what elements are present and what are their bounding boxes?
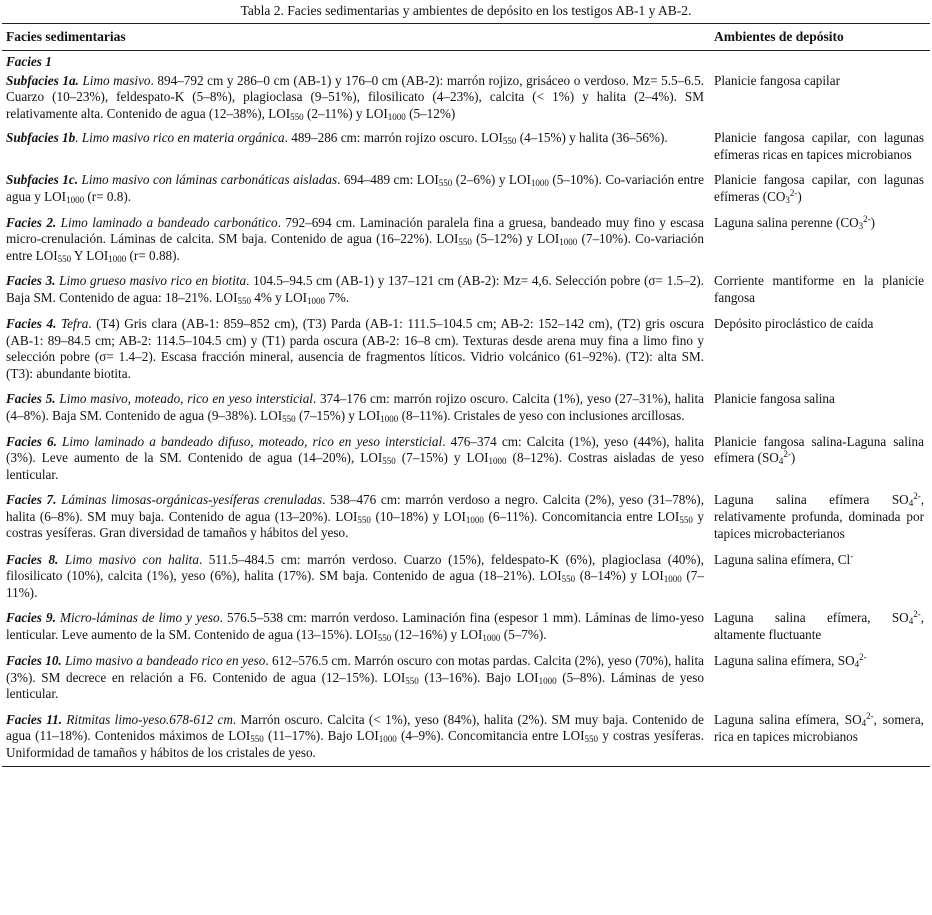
- table-row: [0, 307, 932, 382]
- facies-title: Facies 4.: [6, 315, 57, 331]
- environment-cell: Laguna salina efímera, Cl-: [714, 550, 854, 567]
- table-row: [0, 601, 932, 644]
- facies-description: . 792–694 cm. Laminación paralela fina a gruesa, bandeado muy fino y escasa micro-crenulación. Láminas de calcita. SM baja. Contenido de agua (16–22%). $LOI_{550}$ (5–12%) y $LOI_{1000}$ (7–10%). Co-variación entre $LOI_{550}$ Y $LOI_{1000}$ (r= 0.88).: [6, 214, 704, 264]
- facies-name: Limo masivo: [78, 72, 151, 88]
- facies-cell: [0, 130, 712, 164]
- facies-title: Facies 6.: [6, 433, 57, 449]
- facies-title: Facies 11.: [6, 711, 62, 727]
- table-row: [0, 703, 932, 766]
- facies-name: Limo masivo a bandeado rico en yeso: [61, 653, 266, 669]
- environment-cell: Depósito piroclástico de caída: [714, 315, 874, 331]
- facies-name: Tefra: [56, 315, 89, 331]
- facies-description: . 374–176 cm: marrón rojizo oscuro. Calcita (1%), yeso (27–31%), halita (4–8%). Baja SM. Contenido de agua (9–38%). $LOI_{550}$ (7–15%) y $LOI_{1000}$ (8–11%). Cristales de yeso con inclusiones arcillosas.: [6, 391, 704, 424]
- facies-cell: [0, 172, 712, 206]
- facies-name: Limo masivo, moteado, rico en yeso intersticial: [55, 391, 313, 407]
- table-row: [0, 164, 932, 206]
- facies-title: Subfacies 1a.: [6, 72, 79, 88]
- facies-cell: [0, 552, 712, 602]
- environment-cell: Laguna salina perenne $(CO_3^{2-})$: [714, 213, 876, 231]
- header-facies: Facies sedimentarias: [6, 29, 126, 44]
- table-row: [0, 382, 932, 424]
- facies-description: . 476–374 cm: Calcita (1%), yeso (44%), halita (3%). Leve aumento de la SM. Contenido de agua (14–20%), $LOI_{550}$ (7–15%) y $LOI_{1000}$ (8–12%). Costras aisladas de yeso lenticular.: [6, 433, 704, 482]
- table-row: [0, 264, 932, 307]
- environment-cell: Planicie fangosa salina-Laguna salina efímera $(SO_4^{2-})$: [714, 433, 924, 467]
- facies-name: Láminas limosas-orgánicas-yesíferas crenuladas: [56, 492, 323, 508]
- facies-cell: [0, 610, 712, 644]
- facies-title: Facies 9.: [6, 610, 56, 626]
- facies-name: Limo masivo con láminas carbonáticas aisladas: [78, 171, 338, 187]
- facies-name: Limo laminado a bandeado carbonático: [56, 214, 278, 230]
- facies-description: . (T4) Gris clara (AB-1: 859–852 cm), (T3) Parda (AB-1: 111.5–104.5 cm; AB-2: 152–142 cm), (T2) gris oscura (AB-1: 89–84.5 cm; AB-2: 114.5–104.5 cm) y (T1) parda oscura (AB-2: 16–8 cm). Texturas desde arena muy fina a limo fino y selección pobre (σ= 1.4–2). Escasa fracción mineral, ausencia de fragmentos líticos. Vidrio volcánico (61–92%). (T2): alta SM. (T3): abundante biotita.: [6, 315, 704, 381]
- environment-cell: Planicie fangosa capilar, con lagunas efímeras ricas en tapices microbianos: [714, 130, 924, 163]
- facies-cell: [0, 316, 712, 382]
- facies-name: Limo grueso masivo rico en biotita: [55, 273, 247, 289]
- facies-description: . 104.5–94.5 cm (AB-1) y 137–121 cm (AB-2): Mz= 4,6. Selección pobre (σ= 1.5–2). Baja SM. Contenido de agua: 18–21%. $LOI_{550}$ 4% y $LOI_{1000}$ 7%.: [6, 273, 704, 306]
- facies-title: Subfacies 1c.: [6, 171, 78, 187]
- table-header: [0, 24, 932, 50]
- table-row: [0, 543, 932, 602]
- facies-cell: [0, 653, 712, 703]
- facies-title: Facies 5.: [6, 391, 56, 407]
- table-row: [0, 71, 932, 123]
- environment-cell: Planicie fangosa capilar, con lagunas efímeras $(CO_3^{2-})$: [714, 171, 924, 205]
- facies-description: . 511.5–484.5 cm: marrón verdoso. Cuarzo (15%), feldespato-K (6%), plagioclasa (40%), filosilicato (10%), calcita (1%), yeso (6%), halita (17%). SM baja. Contenido de agua (18–21%). $LOI_{550}$ (8–14%) y $LOI_{1000}$ (7–11%).: [6, 551, 704, 600]
- facies-title: Facies 8.: [6, 551, 59, 567]
- facies-title: Facies 3.: [6, 273, 56, 289]
- facies-cell: [0, 712, 712, 762]
- environment-cell: Corriente mantiforme en la planicie fangosa: [714, 273, 924, 306]
- facies-name: Micro-láminas de limo y yeso: [55, 610, 220, 626]
- environment-cell: Laguna salina efímera, $SO_4^{2-}$, altamente fluctuante: [714, 609, 924, 643]
- environment-cell: Laguna salina efímera $SO_4^{2-}$, relativamente profunda, dominada por tapices microbacterianos: [714, 491, 924, 541]
- facies-cell: [0, 73, 712, 123]
- facies-title: Facies 2.: [6, 214, 57, 230]
- facies-name: . Limo masivo rico en materia orgánica: [75, 130, 285, 146]
- facies-cell: [0, 273, 712, 307]
- facies-name: Ritmitas limo-yeso.678-612 cm: [62, 711, 233, 727]
- facies-name: Limo laminado a bandeado difuso, moteado, rico en yeso intersticial: [56, 433, 443, 449]
- table-body: [0, 71, 932, 766]
- facies-cell: [0, 492, 712, 542]
- facies-name: Limo masivo con halita: [58, 551, 199, 567]
- facies-description: . Marrón oscuro. Calcita (< 1%), yeso (84%), halita (2%). SM muy baja. Contenido de agua (11–18%). Contenidos máximos de $LOI_{550}$ (11–17%). Bajo $LOI_{1000}$ (4–9%). Concomitancia entre $LOI_{550}$ y costras yesíferas. Uniformidad de tamaños y hábitos de los cristales de yeso.: [6, 711, 705, 761]
- facies-description: . 894–792 cm y 286–0 cm (AB-1) y 176–0 cm (AB-2): marrón rojizo, grisáceo o verdoso. Mz= 5.5–6.5. Cuarzo (10–23%), feldespato-K (5–8%), plagioclasa (9–51%), filosilicato (4–23%), calcita (< 1%) y halita (2–4%). SM relativamente alta. Contenido de agua (12–38%), $LOI_{550}$ (2–11%) y $LOI_{1000}$ (5–12%): [6, 72, 705, 122]
- environment-cell: Laguna salina efímera, $SO_4^{2-}$, somera, rica en tapices microbianos: [714, 710, 924, 744]
- table-row: [0, 122, 932, 164]
- facies-cell: [0, 215, 712, 265]
- facies-description: . 538–476 cm: marrón verdoso a negro. Calcita (2%), yeso (31–78%), halita (6–8%). SM muy baja. Contenido de agua (13–20%). $LOI_{550}$ (10–18%) y $LOI_{1000}$ (6–11%). Concomitancia entre $LOI_{550}$ y costras yesíferas. Gran diversidad de tamaños y hábitos del yeso.: [6, 492, 704, 541]
- table-row: [0, 206, 932, 265]
- table-caption: Tabla 2. Facies sedimentarias y ambientes de depósito en los testigos AB-1 y AB-2.: [240, 3, 692, 18]
- facies-description: . 612–576.5 cm. Marrón oscuro con motas pardas. Calcita (2%), yeso (70%), halita (3%). SM decrece en relación a F6. Contenido de agua (12–15%). $LOI_{550}$ (13–16%). Bajo $LOI_{1000}$ (5–8%). Láminas de yeso lenticular.: [6, 653, 704, 702]
- table-row: [0, 425, 932, 484]
- environment-cell: Planicie fangosa capilar: [714, 72, 840, 88]
- facies-description: . 576.5–538 cm: marrón verdoso. Laminación fina (espesor 1 mm). Láminas de limo-yeso lenticular. Leve aumento de la SM. Contenido de agua (13–15%). $LOI_{550}$ (12–16%) y $LOI_{1000}$ (5–7%).: [6, 610, 704, 644]
- facies-description: . 489–286 cm: marrón rojizo oscuro. $LOI_{550}$ (4–15%) y halita (36–56%).: [284, 130, 668, 147]
- facies-title: Subfacies 1b: [6, 130, 76, 146]
- environment-cell: Laguna salina efímera, $SO_4^{2-}$: [714, 652, 867, 670]
- facies-title: Facies 10.: [6, 653, 62, 669]
- facies-title: Facies 7.: [6, 492, 57, 508]
- facies-description: . 694–489 cm: $LOI_{550}$ (2–6%) y $LOI_{1000}$ (5–10%). Co-variación entre agua y $LOI_{1000}$ (r= 0.8).: [6, 171, 705, 205]
- facies-cell: [0, 434, 712, 484]
- header-ambientes: Ambientes de depósito: [714, 29, 844, 44]
- facies-cell: [0, 391, 712, 424]
- environment-cell: Planicie fangosa salina: [714, 391, 835, 407]
- bottom-rule: [2, 766, 930, 767]
- group-title: Facies 1: [6, 54, 52, 69]
- group-row: [0, 51, 932, 71]
- table-row: [0, 644, 932, 703]
- table-row: [0, 483, 932, 542]
